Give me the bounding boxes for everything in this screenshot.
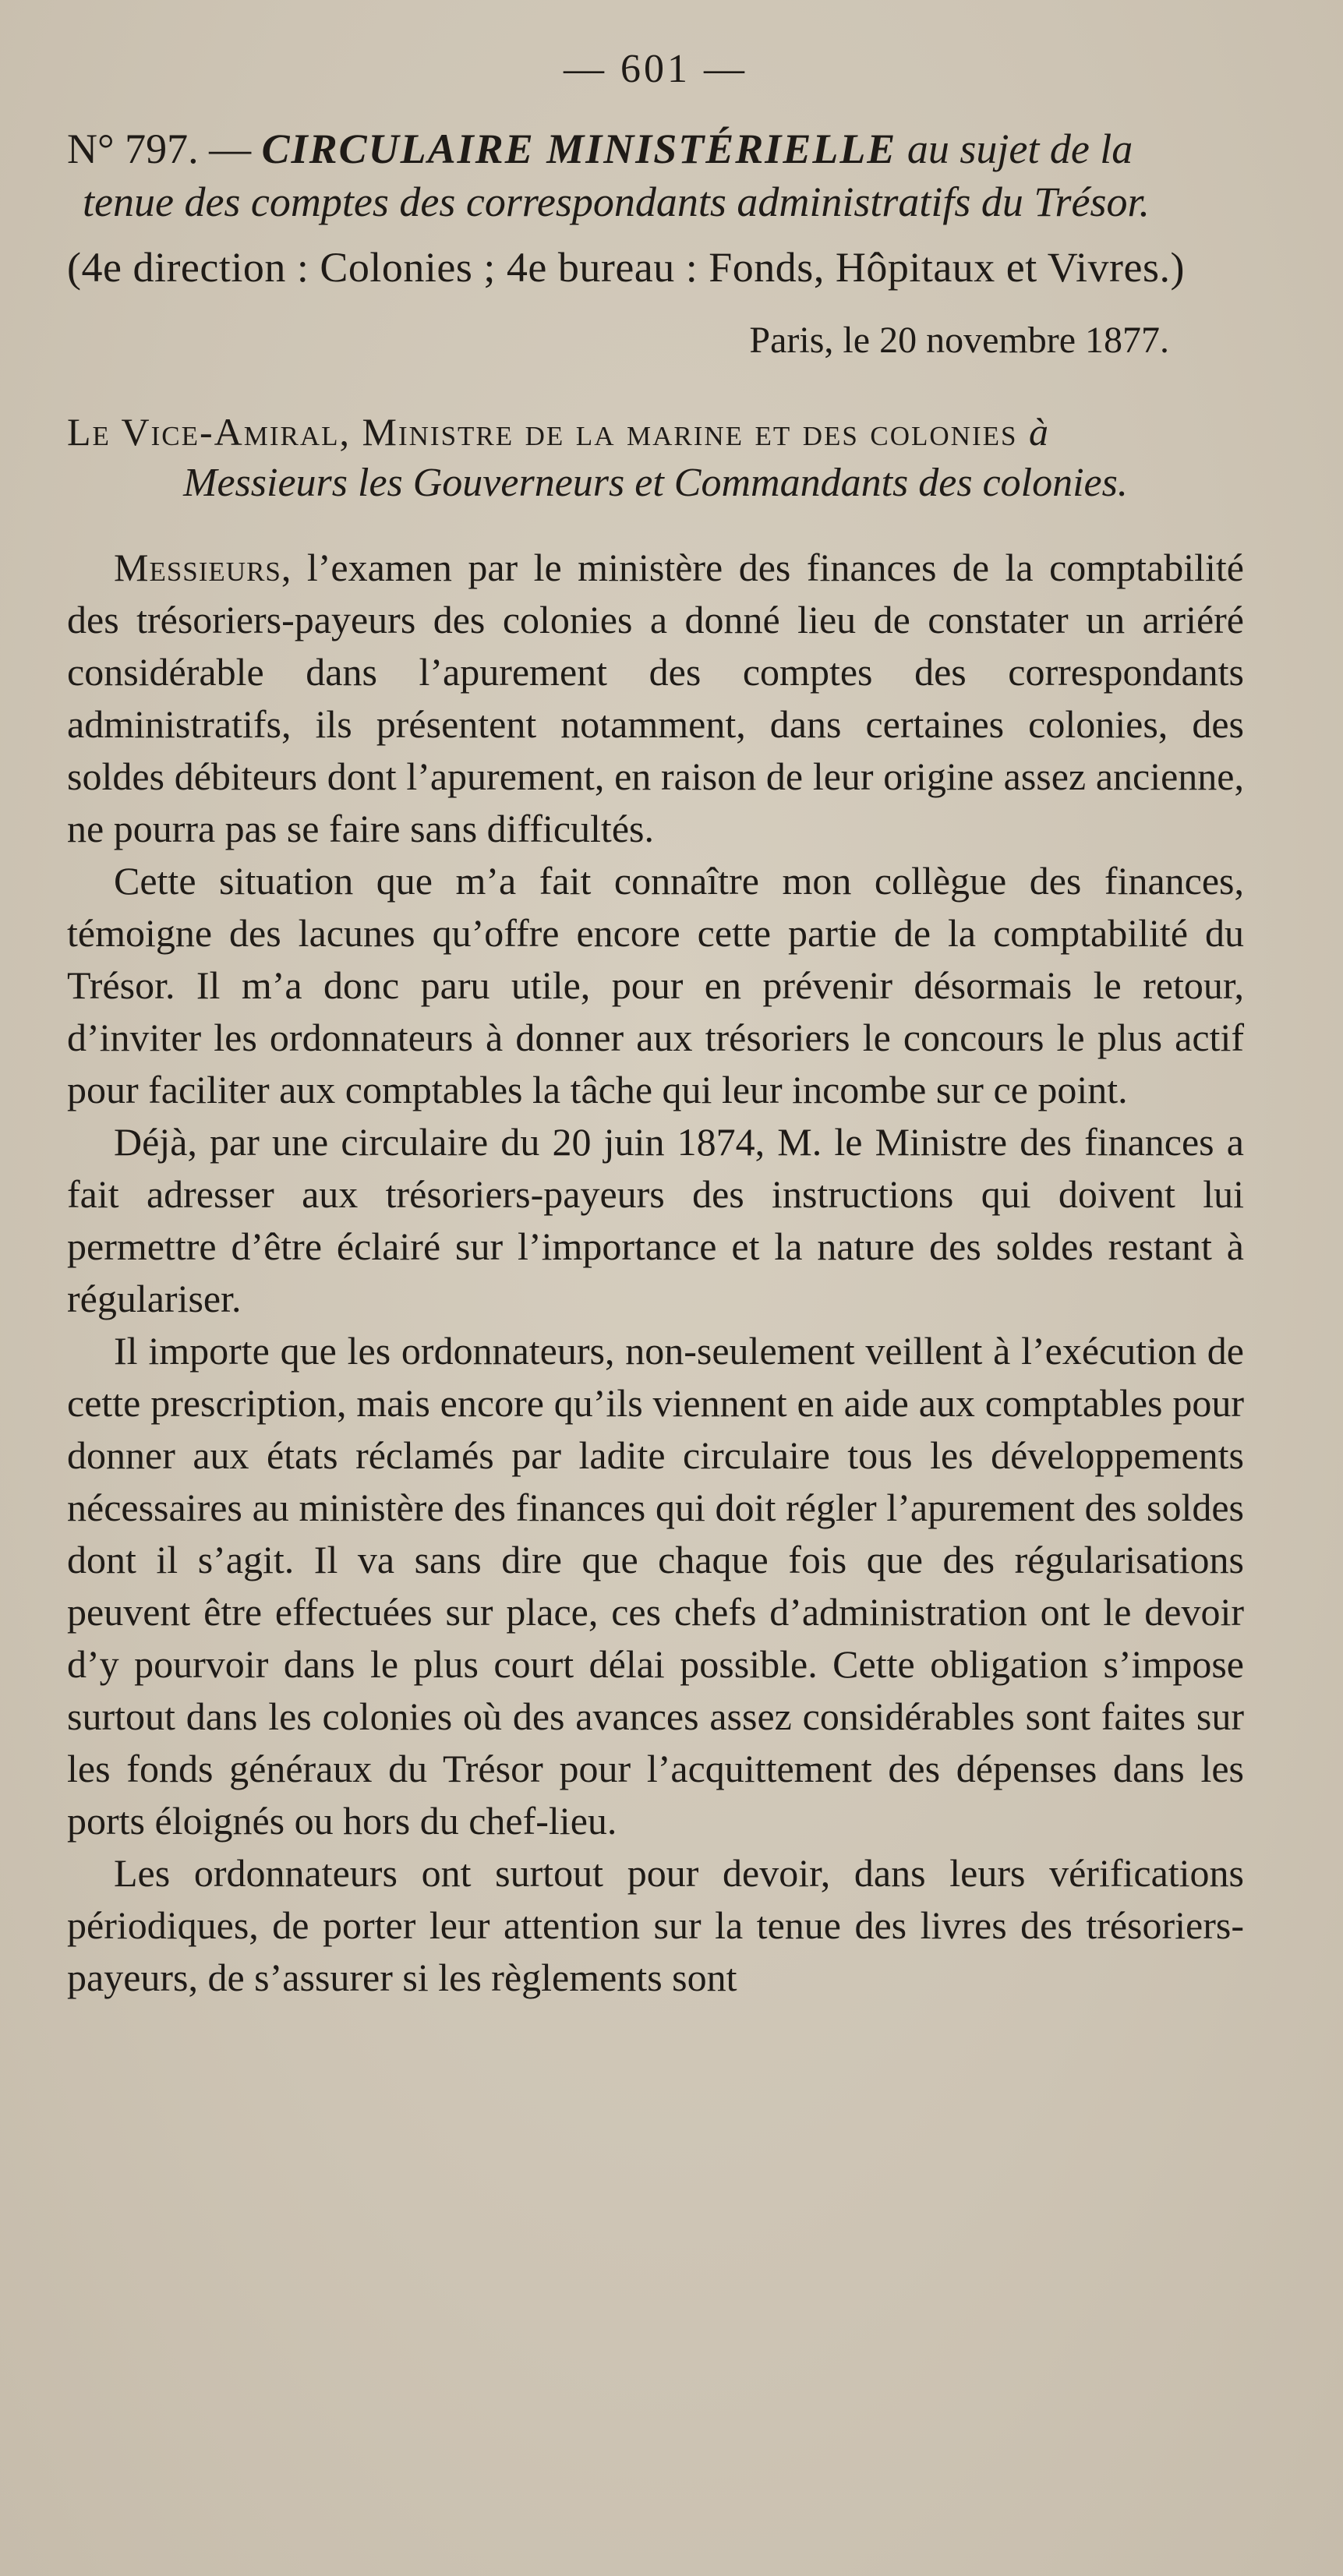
- direction-line: (4e direction : Colonies ; 4e bureau : Fonds, Hôpitaux et Vivres.): [67, 244, 1185, 292]
- paragraph-3: Déjà, par une circulaire du 20 juin 1874, M. le Ministre des finances a fait adresser aux trésoriers-payeurs des instructions qui doivent lui permettre d’être éclairé sur l’importance et la nature des soldes restant à régulariser.: [67, 1120, 1244, 1321]
- recipients: Messieurs les Gouverneurs et Commandants des colonies.: [183, 461, 1128, 506]
- salutation: Messieurs: [114, 546, 281, 590]
- text-column: [67, 47, 1244, 2004]
- paragraph-1-text: , l’examen par le ministère des finances de la comptabilité des trésoriers-payeurs des colonies a donné lieu de constater un arriéré considérable dans l’apurement des comptes des correspondants administratifs, ils présentent notamment, dans certaines colonies, des soldes débiteurs dont l’apurement, en raison de leur origine assez ancienne, ne pourra pas se faire sans difficultés.: [67, 546, 1244, 851]
- paragraph-5: Les ordonnateurs ont surtout pour devoir, dans leurs vérifications périodiques, de porter leur attention sur la tenue des livres des trésoriers-payeurs, de s’assurer si les règlements sont: [67, 1851, 1244, 2000]
- paragraph-4: Il importe que les ordonnateurs, non-seulement veillent à l’exécution de cette prescription, mais encore qu’ils viennent en aide aux comptables pour donner aux états réclamés par ladite circulaire tous les développements nécessaires au ministère des finances qui doit régler l’apurement des soldes dont il s’agit. Il va sans dire que chaque fois que des régularisations peuvent être effectuées sur place, ces chefs d’administration ont le devoir d’y pourvoir dans le plus court délai possible. Cette obligation s’impose surtout dans les colonies où des avances assez considérables sont faites sur les fonds généraux du Trésor pour l’acquittement des dépenses dans les ports éloignés ou hors du chef-lieu.: [67, 1329, 1244, 1843]
- circular-subject: tenue des comptes des correspondants administratifs du Trésor.: [83, 178, 1150, 226]
- paragraph-2: Cette situation que m’a fait connaître mon collègue des finances, témoigne des lacunes qu’offre encore cette partie de la comptabilité du Trésor. Il m’a donc paru utile, pour en prévenir désormais le retour, d’inviter les ordonnateurs à donner aux trésoriers le concours le plus actif pour faciliter aux comptables la tâche qui leur incombe sur ce point.: [67, 859, 1244, 1112]
- address-preposition: à: [1028, 410, 1048, 454]
- circular-title-rest: au sujet de la: [896, 125, 1133, 173]
- circular-title-caps: CIRCULAIRE MINISTÉRIELLE: [261, 125, 897, 173]
- address-block: [67, 406, 1244, 509]
- circular-title: [67, 122, 1244, 228]
- sender: Le Vice-Amiral, Ministre de la marine et des colonies: [67, 410, 1029, 454]
- circular-number: N° 797. —: [67, 125, 262, 173]
- dateline: Paris, le 20 novembre 1877.: [749, 320, 1169, 362]
- page-number: — 601 —: [564, 47, 747, 91]
- paragraph-1: [67, 542, 1244, 855]
